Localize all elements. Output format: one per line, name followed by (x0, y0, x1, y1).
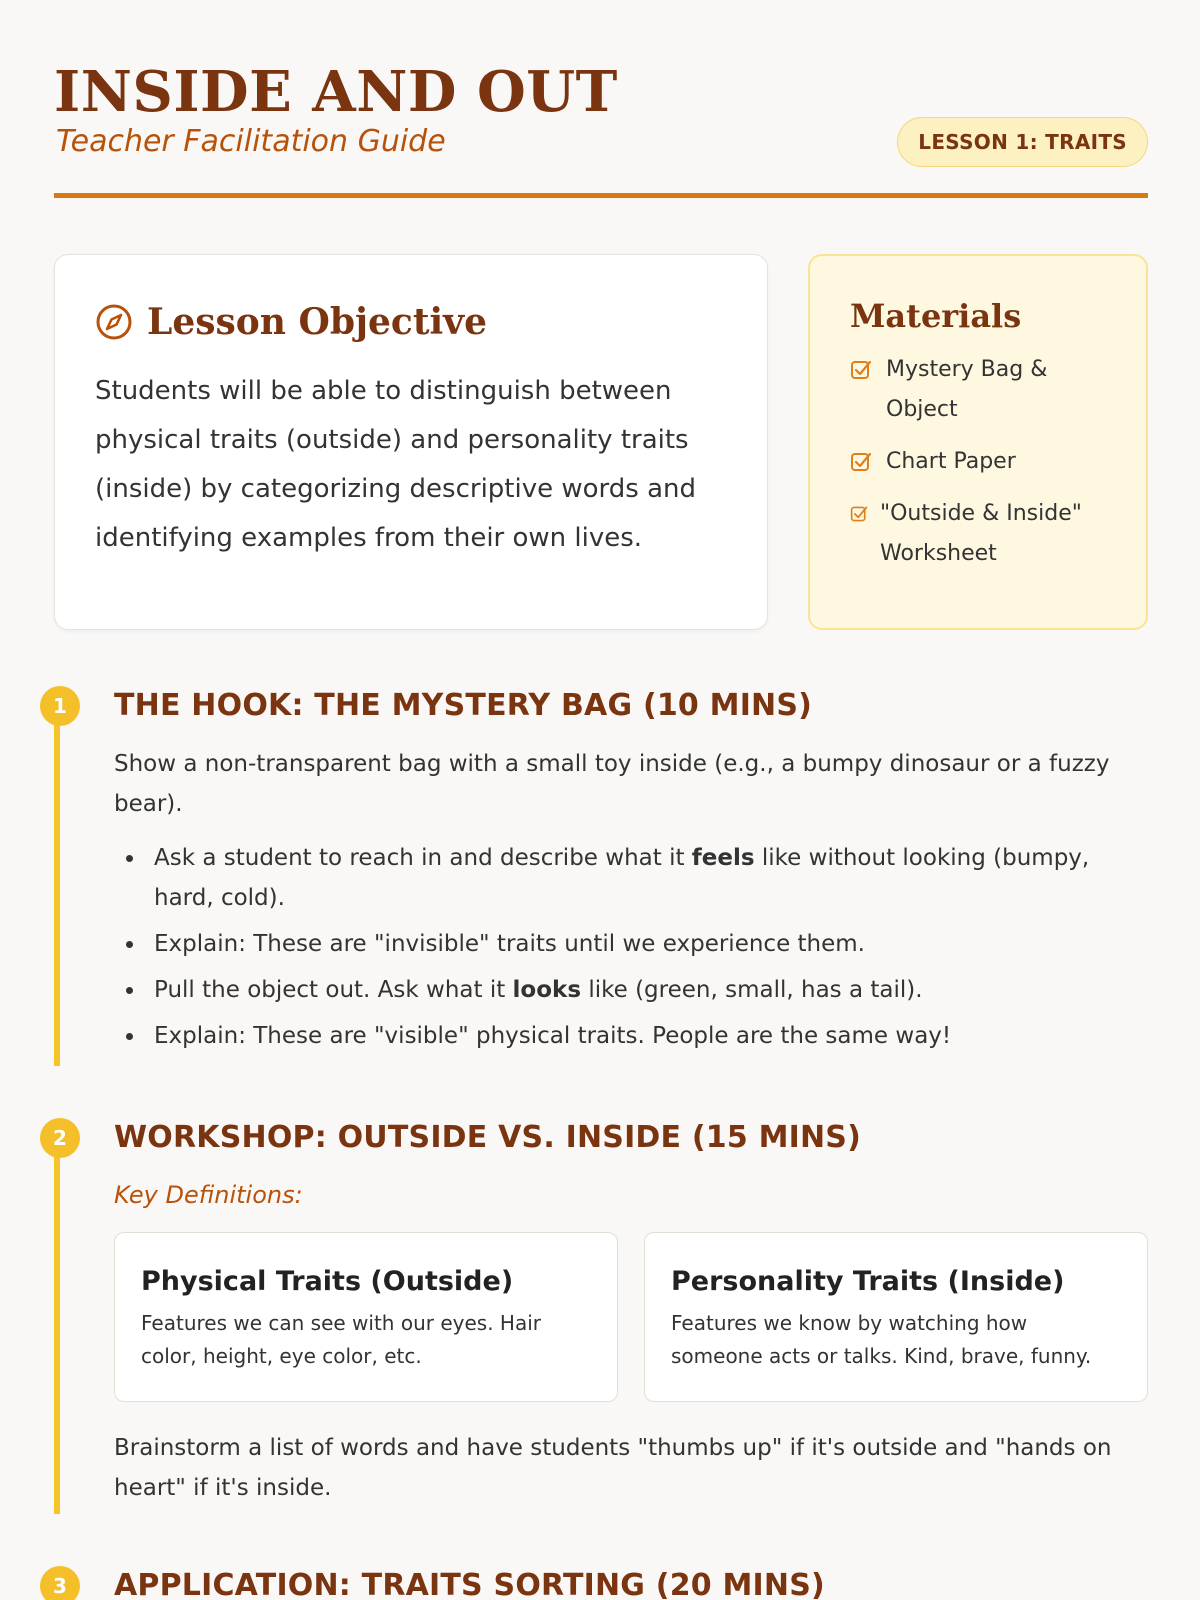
definition-text: Features we know by watching how someone acts or talks. Kind, brave, funny. (671, 1311, 1092, 1368)
step-number-badge: 2 (40, 1118, 80, 1158)
section-rail (54, 1138, 60, 1514)
section-title: THE HOOK: THE MYSTERY BAG (10 MINS) (114, 688, 813, 723)
checkbox-checked-icon (850, 359, 872, 381)
checkbox-checked-icon (850, 505, 868, 523)
checkbox-checked-icon (850, 451, 872, 473)
compass-icon (95, 303, 133, 341)
list-item: Pull the object out. Ask what it looks like (green, small, has a tail). (114, 970, 1148, 1010)
definition-card-physical (114, 1232, 618, 1402)
section-body (114, 1178, 1148, 1508)
definition-text: Features we can see with our eyes. Hair color, height, eye color, etc. (141, 1311, 541, 1368)
list-item (850, 442, 1122, 482)
key-definitions-label: Key Definitions: (114, 1181, 303, 1209)
step-number-badge: 1 (40, 686, 80, 726)
material-label: Mystery Bag & Object (886, 357, 1048, 422)
page-title: INSIDE AND OUT (54, 59, 618, 125)
list-item: Ask a student to reach in and describe what it feels like without looking (bumpy, hard, cold). (114, 838, 1148, 918)
section-title: APPLICATION: TRAITS SORTING (20 MINS) (114, 1568, 825, 1600)
step-number-badge: 3 (40, 1566, 80, 1600)
material-label: Chart Paper (886, 449, 1016, 474)
list-item: Explain: These are "invisible" traits until we experience them. (114, 924, 1148, 964)
material-label: "Outside & Inside" Worksheet (880, 501, 1082, 566)
objective-text: Students will be able to distinguish between physical traits (outside) and personality traits (inside) by categorizing descriptive words and identifying examples from their own lives. (95, 376, 696, 553)
section-title: WORKSHOP: OUTSIDE VS. INSIDE (15 MINS) (114, 1120, 862, 1155)
list-item: Explain: These are "visible" physical traits. People are the same way! (114, 1016, 1148, 1056)
materials-list (850, 350, 1122, 574)
lesson-badge: LESSON 1: TRAITS (897, 117, 1148, 167)
objective-title: Lesson Objective (147, 301, 487, 343)
objective-heading (95, 295, 727, 349)
materials-title: Materials (850, 297, 1022, 335)
section-hook (54, 686, 1148, 1066)
section-application (54, 1566, 1148, 1600)
list-item (850, 494, 1122, 574)
section-intro: Show a non-transparent bag with a small toy inside (e.g., a bumpy dinosaur or a fuzzy bear). (114, 751, 1110, 817)
header-divider (54, 193, 1148, 198)
page-subtitle: Teacher Facilitation Guide (56, 124, 446, 159)
section-workshop (54, 1118, 1148, 1514)
materials-card (808, 254, 1148, 630)
list-item (850, 350, 1122, 430)
definitions-row (114, 1232, 1148, 1402)
section-closing: Brainstorm a list of words and have students "thumbs up" if it's outside and "hands on heart" if it's inside. (114, 1435, 1112, 1501)
objective-card (54, 254, 768, 630)
definition-title: Personality Traits (Inside) (671, 1266, 1065, 1297)
definition-title: Physical Traits (Outside) (141, 1266, 514, 1297)
definition-card-personality (644, 1232, 1148, 1402)
bullet-list (114, 838, 1148, 1056)
section-body (114, 744, 1148, 1062)
section-rail (54, 706, 60, 1066)
